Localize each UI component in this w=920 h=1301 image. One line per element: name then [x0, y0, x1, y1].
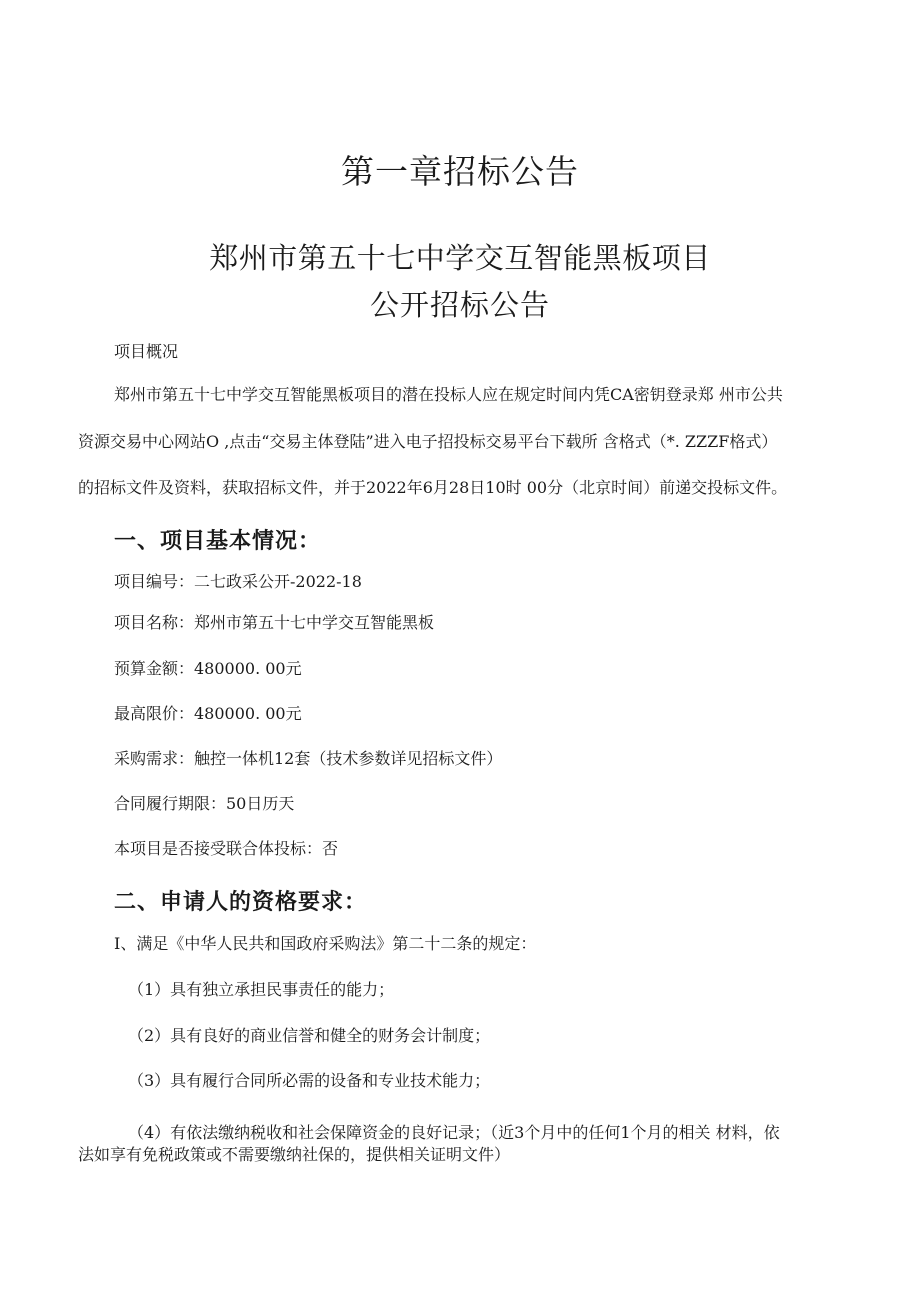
- notice-title-line1: 郑州市第五十七中学交互智能黑板项目: [209, 241, 711, 275]
- consortium-bidding: 本项目是否接受联合体投标：否: [114, 839, 339, 858]
- chapter-title: 第一章招标公告: [341, 152, 579, 191]
- qualification-item-4-line1: （4）有依法缴纳税收和社会保障资金的良好记录；（近3个月中的任何1个月的相关 材料，依: [128, 1123, 780, 1142]
- qualification-item-2: （2）具有良好的商业信誉和健全的财务会计制度；: [128, 1026, 491, 1045]
- section-heading-basic-info: 一、项目基本情况：: [114, 529, 322, 554]
- overview-line-1: 郑州市第五十七中学交互智能黑板项目的潜在投标人应在规定时间内凭CA密钥登录郑 州市公共: [114, 385, 783, 404]
- contract-period: 合同履行期限：50日历天: [114, 794, 295, 813]
- overview-line-2: 资源交易中心网站O ,点击“交易主体登陆”进入电子招投标交易平台下载所 含格式（*. ZZZF格式）: [78, 432, 778, 451]
- project-number: 项目编号：二七政采公开-2022-18: [114, 572, 362, 591]
- budget-amount: 预算金额：480000. 00元: [114, 659, 302, 678]
- overview-line-3: 的招标文件及资料，获取招标文件，并于2022年6月28日10时 00分（北京时间）前递交投标文件。: [78, 478, 788, 497]
- max-price: 最高限价：480000. 00元: [114, 704, 302, 723]
- qualification-clause-1: I、满足《中华人民共和国政府采购法》第二十二条的规定：: [114, 934, 537, 953]
- section-heading-qualifications: 二、申请人的资格要求：: [114, 890, 368, 915]
- overview-heading: 项目概况: [114, 342, 179, 361]
- qualification-item-3: （3）具有履行合同所必需的设备和专业技术能力；: [128, 1071, 491, 1090]
- project-name: 项目名称：郑州市第五十七中学交互智能黑板: [114, 613, 435, 632]
- procurement-requirement: 采购需求：触控一体机12套（技术参数详见招标文件）: [114, 749, 503, 768]
- notice-title-line2: 公开招标公告: [369, 288, 550, 322]
- qualification-item-1: （1）具有独立承担民事责任的能力；: [128, 980, 395, 999]
- qualification-item-4-line2: 法如享有免税政策或不需要缴纳社保的，提供相关证明文件）: [78, 1145, 511, 1164]
